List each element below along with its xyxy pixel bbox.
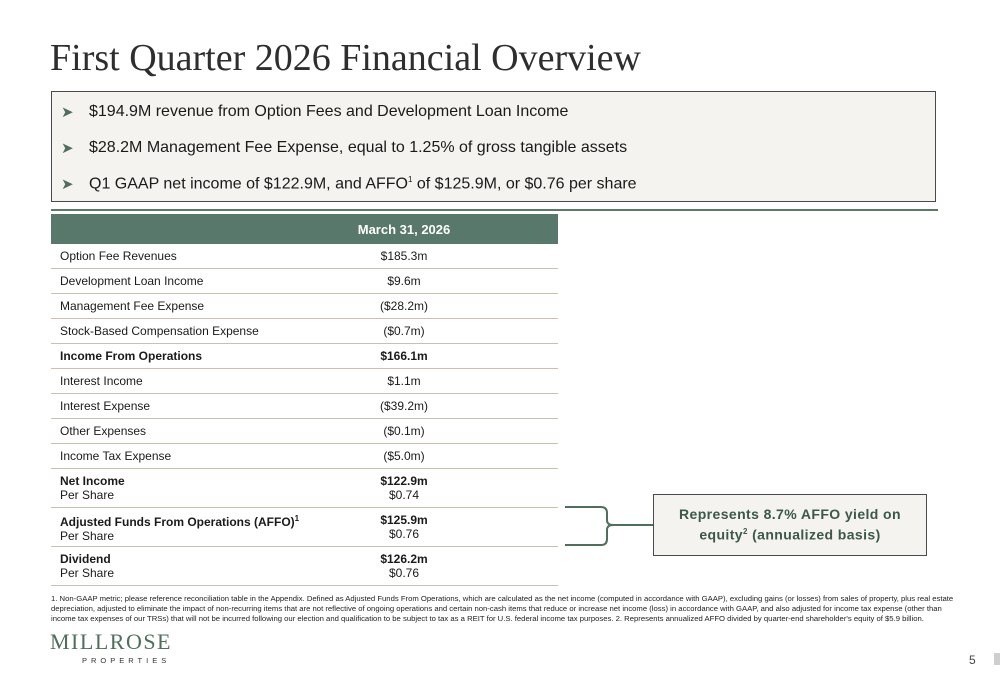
footnote: 1. Non-GAAP metric; please reference reconciliation table in the Appendix. Defined as Adjusted Funds From Operations, which are calculated as the net income (computed in accordance with GAAP), excluding gains (or losses) from sales of property, plus real estate depreciation, adjusted to eliminate the impact of non-recurring items that are not reflective of ongoing operations and certain non-cash items that reduce or increase net income (loss) in accordance with GAAP, and also adjusted for income tax expense (other than income tax expenses of our TRSs) that will not be incurred following our election and qualification to be subject to tax as a REIT for U.S. federal income tax purposes. 2. Represents annualized AFFO divided by quarter-end shareholder's equity of $5.9 billion. <box>51 594 954 623</box>
row-value: ($0.7m) <box>310 319 558 344</box>
row-label: Stock-Based Compensation Expense <box>51 319 310 344</box>
table-row <box>51 508 558 547</box>
row-label: Net Income Per Share <box>51 469 310 508</box>
row-value: ($5.0m) <box>310 444 558 469</box>
header-blank <box>51 214 310 244</box>
row-label: Interest Income <box>51 369 310 394</box>
arrow-bullet-icon: ➤ <box>61 104 74 121</box>
table-row <box>51 469 558 508</box>
row-value: $1.1m <box>310 369 558 394</box>
table-row <box>51 244 558 269</box>
row-label: Option Fee Revenues <box>51 244 310 269</box>
company-logo: MILLROSE <box>50 629 172 654</box>
highlight-text: $28.2M Management Fee Expense, equal to 1.25% of gross tangible assets <box>89 139 628 156</box>
row-value: $9.6m <box>310 269 558 294</box>
column-header-date: March 31, 2026 <box>310 214 558 244</box>
financial-table <box>51 214 558 586</box>
row-value: ($0.1m) <box>310 419 558 444</box>
table-row <box>51 319 558 344</box>
table-row <box>51 419 558 444</box>
row-label: Other Expenses <box>51 419 310 444</box>
row-value: $126.2m $0.76 <box>310 547 558 586</box>
brace-connector <box>565 506 655 546</box>
row-value: ($39.2m) <box>310 394 558 419</box>
arrow-bullet-icon: ➤ <box>61 140 74 157</box>
row-label: Interest Expense <box>51 394 310 419</box>
row-label: Income From Operations <box>51 344 310 369</box>
table-header-row <box>51 214 558 244</box>
page-marker <box>994 653 1000 665</box>
row-value: ($28.2m) <box>310 294 558 319</box>
table-row <box>51 444 558 469</box>
row-label: Income Tax Expense <box>51 444 310 469</box>
highlight-text: Q1 GAAP net income of $122.9M, and AFFO$^1$ of $125.9M, or $0.76 per share <box>89 174 637 193</box>
row-value: $185.3m <box>310 244 558 269</box>
table-row <box>51 369 558 394</box>
row-value: $122.9m $0.74 <box>310 469 558 508</box>
table-row <box>51 344 558 369</box>
row-label: Dividend Per Share <box>51 547 310 586</box>
page-title: First Quarter 2026 Financial Overview <box>50 37 641 79</box>
row-label: Adjusted Funds From Operations (AFFO)$^1$ Per Share <box>51 508 310 547</box>
arrow-bullet-icon: ➤ <box>61 176 74 193</box>
page-number: 5 <box>969 653 976 667</box>
highlight-text: $194.9M revenue from Option Fees and Development Loan Income <box>89 103 569 120</box>
highlight-bullet-income <box>61 173 637 195</box>
table-row <box>51 269 558 294</box>
row-label: Development Loan Income <box>51 269 310 294</box>
highlight-bullet-revenue <box>61 101 568 123</box>
table-row <box>51 294 558 319</box>
row-value: $166.1m <box>310 344 558 369</box>
company-logo-subtitle: PROPERTIES <box>82 656 171 665</box>
table-row <box>51 394 558 419</box>
row-value: $125.9m $0.76 <box>310 508 558 547</box>
affo-yield-callout: Represents 8.7% AFFO yield on equity$^2$ (annualized basis) <box>653 494 927 556</box>
highlights-box <box>51 91 936 202</box>
section-divider <box>51 209 938 211</box>
highlight-bullet-fee <box>61 137 627 159</box>
row-label: Management Fee Expense <box>51 294 310 319</box>
table-row <box>51 547 558 586</box>
